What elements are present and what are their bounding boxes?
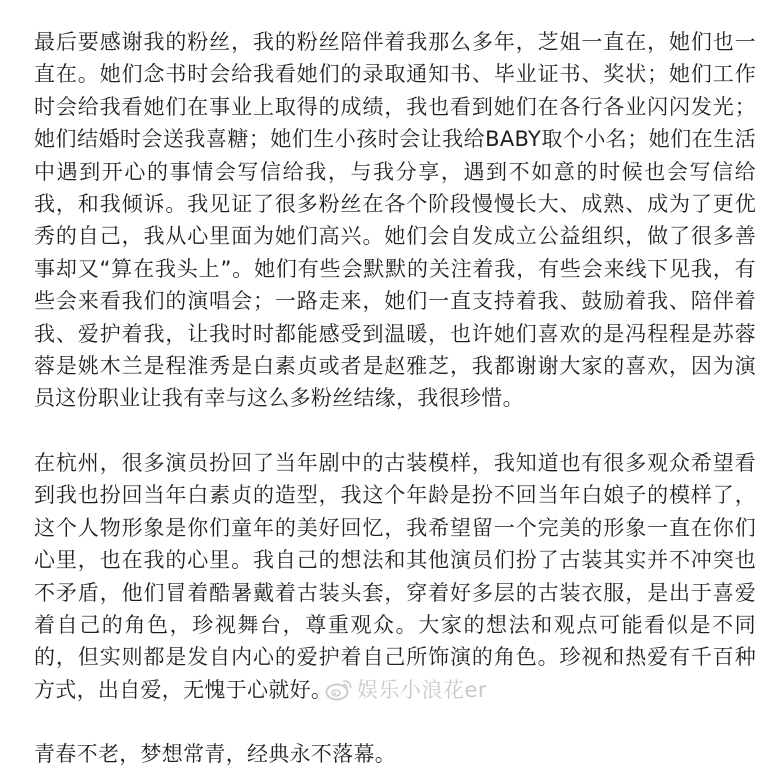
watermark-text: 娱乐小浪花er bbox=[357, 678, 488, 702]
paragraph-fans-thanks: 最后要感谢我的粉丝，我的粉丝陪伴着我那么多年，芝姐一直在，她们也一直在。她们念书时会给我看她们的录取通知书、毕业证书、奖状；她们工作时会给我看她们在事业上取得的成绩，我也看到她们在各行各业闪闪发光；她们结婚时会送我喜糖；她们生小孩时会让我给BABY取个小名；她们在生活中遇到开心的事情会写信给我，与我分享，遇到不如意的时候也会写信给我，和我倾诉。我见证了很多粉丝在各个阶段慢慢长大、成熟、成为了更优秀的自己，我从心里面为她们高兴。她们会自发成立公益组织，做了很多善事却又“算在我头上”。她们有些会默默的关注着我，有些会来线下见我，有些会来看我们的演唱会；一路走来，她们一直支持着我、鼓励着我、陪伴着我、爱护着我，让我时时都能感受到温暖，也许她们喜欢的是冯程程是苏蓉蓉是姚木兰是程淮秀是白素贞或者是赵雅芝，我都谢谢大家的喜欢，因为演员这份职业让我有幸与这么多粉丝结缘，我很珍惜。 bbox=[34, 30, 756, 411]
paragraph-closing: 青春不老，梦想常青，经典永不落幕。 bbox=[34, 742, 397, 767]
watermark bbox=[325, 671, 487, 707]
weibo-logo-icon bbox=[325, 677, 353, 701]
document-body bbox=[34, 26, 756, 771]
paragraph-hangzhou: 在杭州，很多演员扮回了当年剧中的古装模样，我知道也有很多观众希望看到我也扮回当年白素贞的造型，我这个年龄是扮不回当年白娘子的模样了，这个人物形象是你们童年的美好回忆，我希望留一个完美的形象一直在你们心里，也在我的心里。我自己的想法和其他演员们扮了古装其实并不冲突也不矛盾，他们冒着酷暑戴着古装头套，穿着好多层的古装衣服，是出于喜爱着自己的角色，珍视舞台，尊重观众。大家的想法和观点可能看似是不同的，但实则都是发自内心的爱护着自己所饰演的角色。珍视和热爱有千百种方式，出自爱，无愧于心就好。 bbox=[34, 450, 756, 702]
